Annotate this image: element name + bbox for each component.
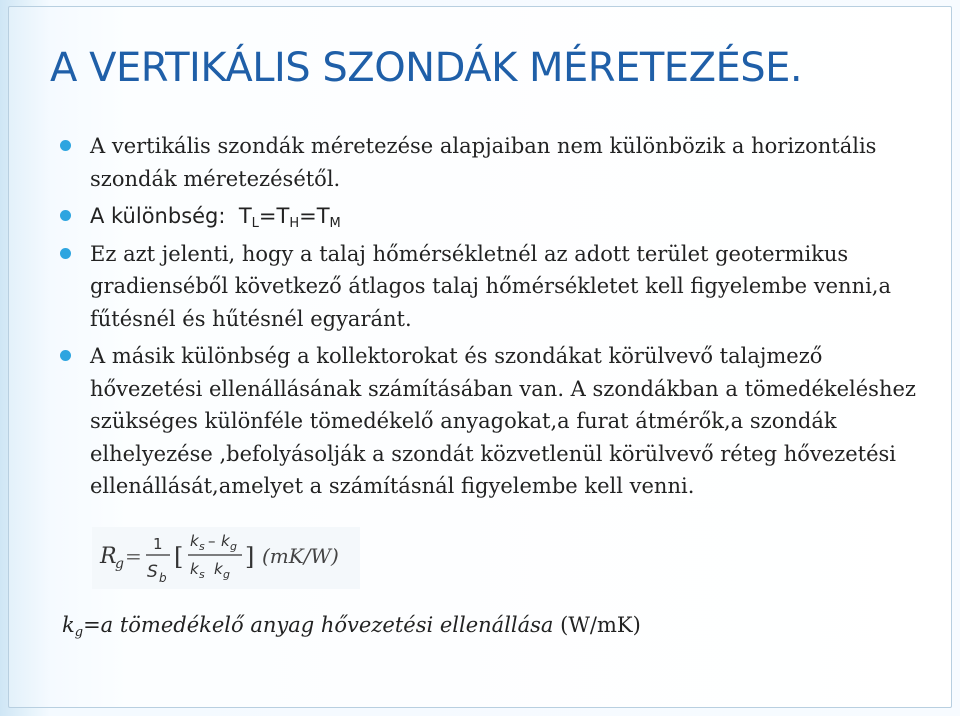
num-k1-sub: s bbox=[199, 540, 205, 553]
difference-label: A különbség: bbox=[90, 204, 239, 228]
bullet-text: A másik különbség a kollektorokat és szondákat körülvevő talajmező hővezetési ellenállásának számításában van. A szondákban a tömedékeléshez szükséges különféle tömedékelő anyagokat,a furat átmérők,a szondák elhelyezése ,befolyásolják a szondát közvetlenül körülvevő réteg hővezetési ellenállását,amelyet a számításnál figyelembe kell venni. bbox=[90, 344, 916, 498]
formula-close-bracket: ] bbox=[245, 543, 255, 571]
formula-one: 1 bbox=[153, 535, 163, 553]
bullet-dot-icon bbox=[60, 140, 71, 151]
formula-unit: (mK/W) bbox=[262, 544, 339, 568]
formula-r: R bbox=[100, 544, 117, 569]
resistance-formula bbox=[92, 527, 360, 589]
den-k2: k bbox=[214, 560, 223, 578]
bullet-text: A különbség: $T_L=T_H=T_M$ bbox=[90, 204, 341, 231]
definition-unit: (W/mK) bbox=[553, 613, 641, 637]
bullet-text: A vertikális szondák méretezése alapjaiban nem különbözik a horizontális szondák méretezésétől. bbox=[90, 134, 877, 191]
bullet-item bbox=[54, 340, 934, 503]
definition-text: =a tömedékelő anyag hővezetési ellenállása bbox=[83, 613, 554, 637]
num-k2-sub: g bbox=[230, 540, 237, 553]
formula-open-bracket: [ bbox=[174, 543, 184, 571]
den-k1-sub: s bbox=[199, 568, 205, 581]
bullet-item bbox=[54, 200, 934, 233]
bullet-dot-icon bbox=[60, 248, 71, 259]
definition-k-sub: g bbox=[74, 625, 84, 640]
slide-title: A VERTIKÁLIS SZONDÁK MÉRETEZÉSE. bbox=[50, 45, 803, 91]
bullet-item bbox=[54, 238, 934, 336]
den-k1: k bbox=[190, 560, 199, 578]
num-k1: k bbox=[190, 532, 199, 550]
num-k2: k bbox=[221, 532, 230, 550]
formula-s: S bbox=[147, 562, 158, 582]
bullet-list bbox=[54, 130, 934, 508]
definition-k: k bbox=[62, 613, 75, 637]
bullet-dot-icon bbox=[60, 350, 71, 361]
num-minus: – bbox=[208, 532, 216, 550]
formula-s-sub: b bbox=[159, 571, 167, 585]
bullet-text: Ez azt jelenti, hogy a talaj hőmérsékletnél az adott terület geotermikus gradienséből következő átlagos talaj hőmérsékletet kell figyelembe venni,a fűtésnél és hűtésnél egyaránt. bbox=[90, 241, 892, 331]
formula-r-sub: g bbox=[115, 556, 124, 572]
bullet-dot-icon bbox=[60, 210, 71, 221]
bullet-item bbox=[54, 130, 934, 195]
formula-equals: = bbox=[125, 544, 142, 568]
kg-definition bbox=[62, 613, 641, 640]
den-k2-sub: g bbox=[223, 568, 230, 581]
